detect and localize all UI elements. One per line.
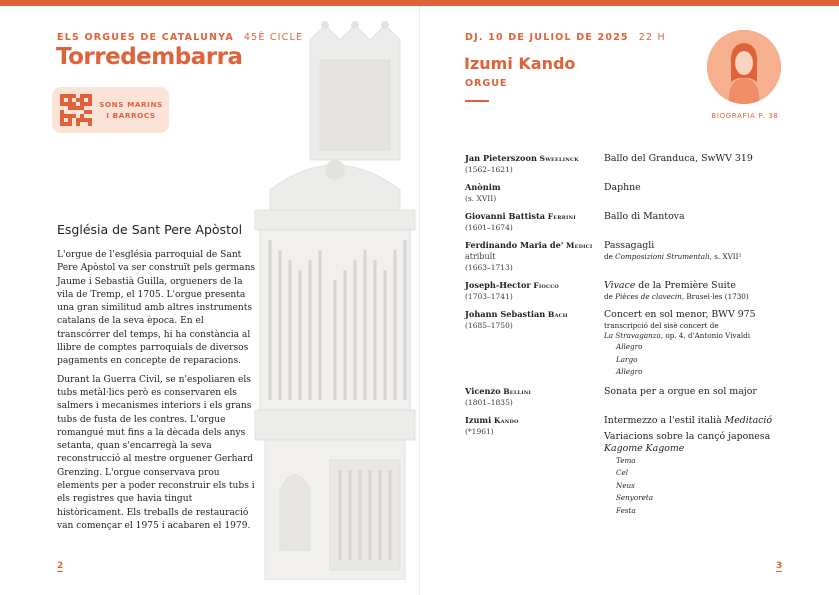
program-list [465, 153, 795, 524]
note-source: Pièces de clavecin [615, 292, 682, 301]
movement: Festa [616, 505, 636, 515]
work-title: Passagagli [604, 240, 655, 251]
program-badge[interactable] [52, 87, 169, 133]
composer-dates: (1801–1835) [465, 397, 513, 407]
composer-dates: (s. XVII) [465, 194, 497, 203]
program-item [465, 415, 795, 518]
program-item [465, 211, 795, 233]
program-item [465, 153, 795, 175]
date-text: DJ. 10 DE JULIOL DE 2025 [465, 32, 629, 43]
series-name: ELS ORGUES DE CATALUNYA [57, 32, 234, 43]
composer [465, 386, 604, 408]
work-title: Concert en sol menor, BWV 975 [604, 309, 756, 320]
history-paragraph-2: Durant la Guerra Civil, se n'espoliaren els tubs metàl·lics però es conservaren els salmers i mecanismes interiors i els grans tubs de fusta de les contres. L'orgue romangué mut fins a la dècada dels anys setanta, quan s'encarregà la seva reconstrucció al mestre orguener Gerhard Grenzing. L'orgue conservava prou elements per a poder reconstruir els tubs i els registres que havia tingut històricament. Els treballs de restauració van començar el 1975 i acabaren el 1979. [57, 374, 255, 531]
composer-first: Vicenzo [465, 385, 501, 396]
composer-last: Fiocco [533, 281, 559, 290]
artist-name: Izumi Kando [464, 54, 576, 73]
composer-first: Joseph-Hector [465, 280, 531, 290]
composer [465, 211, 604, 233]
badge-line-2: I BARROCS [106, 111, 156, 120]
work-note-1: transcripció del sisè concert de [604, 321, 719, 330]
work [604, 240, 795, 273]
composer-last: Ferrini [547, 212, 576, 221]
organ-facade-image [250, 20, 420, 580]
composer-first: Jan Pieterszoon [465, 153, 537, 163]
work-title-italic: Vivace [604, 280, 636, 291]
concert-date [465, 32, 666, 43]
composer [465, 309, 604, 379]
program-item [465, 386, 795, 408]
work-title [604, 280, 795, 292]
note-source: Composizioni Strumentali [615, 252, 710, 261]
composer-first: Ferdinando Maria de' [465, 240, 564, 250]
composer-first: Giovanni Battista [465, 211, 546, 221]
instrument-label: ORGUE [465, 78, 508, 89]
composer-dates: (*1961) [465, 426, 494, 436]
movement: Neus [616, 480, 635, 490]
movement: Tema [616, 455, 636, 465]
history-paragraph-1: L'orgue de l'església parroquial de Sant Pere Apòstol va ser construït pels germans Jaume i Sebastià Guilla, orgueners de la vila de Tremp, el 1705. L'orgue presenta una gran similitud amb altres instruments catalans de la seva època. En el transcórrer del temps, hi ha constància al llibre de comptes parroquials de diversos pagaments en concepte de reparacions. [57, 250, 256, 367]
work-title-italic: Meditació [724, 414, 773, 426]
program-item [465, 182, 795, 204]
composer-dates: (1601–1674) [465, 223, 513, 232]
page-number-right: 3 [776, 561, 783, 571]
biography-link[interactable]: BIOGRAFIA P. 38 [711, 112, 779, 120]
instrument-underline [465, 100, 489, 102]
work-note [604, 292, 795, 302]
badge-line-1: SONS MARINS [99, 100, 163, 109]
work-note [604, 252, 795, 262]
movement: Allegro [616, 342, 643, 351]
composer [465, 240, 604, 273]
work-title: Ballo del Granduca, SwWV 319 [604, 153, 753, 164]
badge-label [97, 99, 165, 121]
work-title-2-italic: Kagome Kagome [604, 442, 685, 454]
composer-first: Johann Sebastian [465, 309, 546, 319]
composer-dates: (1562–1621) [465, 165, 513, 174]
composer [465, 415, 604, 518]
artist-portrait [707, 30, 781, 104]
work-title [604, 415, 795, 427]
work-note-2 [604, 331, 795, 341]
work-title: Ballo di Mantova [604, 211, 685, 222]
composer-first: Izumi [465, 414, 492, 425]
church-title: Església de Sant Pere Apòstol [57, 222, 243, 237]
movement: Cel [616, 468, 629, 477]
composer-last: Bach [547, 310, 568, 319]
work [604, 309, 795, 379]
composer-last: Bellini [503, 386, 532, 396]
composer [465, 182, 604, 204]
movement: Senyoreta [616, 493, 654, 502]
work-title-text: Intermezzo a l'estil italià [604, 414, 725, 426]
artist-photo-icon [707, 30, 781, 104]
composer-dates: (1663–1713) [465, 263, 513, 272]
program-item [465, 280, 795, 302]
note-suffix: , s. XVII² [709, 252, 742, 261]
work [604, 280, 795, 302]
movement: Allegro [616, 367, 643, 376]
note-suffix: , Brusel·les (1730) [681, 292, 749, 301]
composer-attribution: atribuït [465, 252, 496, 261]
composer-dates: (1703–1741) [465, 292, 513, 301]
city-title: Torredembarra [56, 44, 243, 70]
qr-code-icon[interactable] [60, 94, 92, 126]
note-prefix: de [604, 292, 616, 301]
work-title-2 [604, 431, 795, 455]
program-item [465, 309, 795, 379]
note-prefix: de [604, 252, 616, 261]
organ-history-text [57, 249, 257, 538]
page-number-left: 2 [57, 561, 64, 571]
composer-dates: (1685–1750) [465, 321, 513, 330]
series-cicle: 45È CICLE [243, 32, 304, 43]
work-title: Sonata per a orgue en sol major [604, 385, 757, 397]
composer-last: Medici [565, 241, 593, 250]
composer-last: Sweelinck [539, 154, 579, 163]
work-title-rest: de la Première Suite [635, 280, 736, 291]
composer [465, 153, 604, 175]
composer-first: Anònim [465, 182, 501, 192]
composer-last: Kando [493, 415, 519, 425]
program-item [465, 240, 795, 273]
composer [465, 280, 604, 302]
note-source: La Stravaganza [604, 331, 661, 340]
work [604, 415, 795, 518]
movement: Largo [616, 354, 638, 364]
note-suffix: , op. 4, d'Antonio Vivaldi [660, 331, 751, 340]
work-title: Daphne [604, 182, 641, 193]
work-title-2-text: Variacions sobre la cançó japonesa [604, 430, 771, 442]
time-text: 22 H [638, 32, 666, 43]
